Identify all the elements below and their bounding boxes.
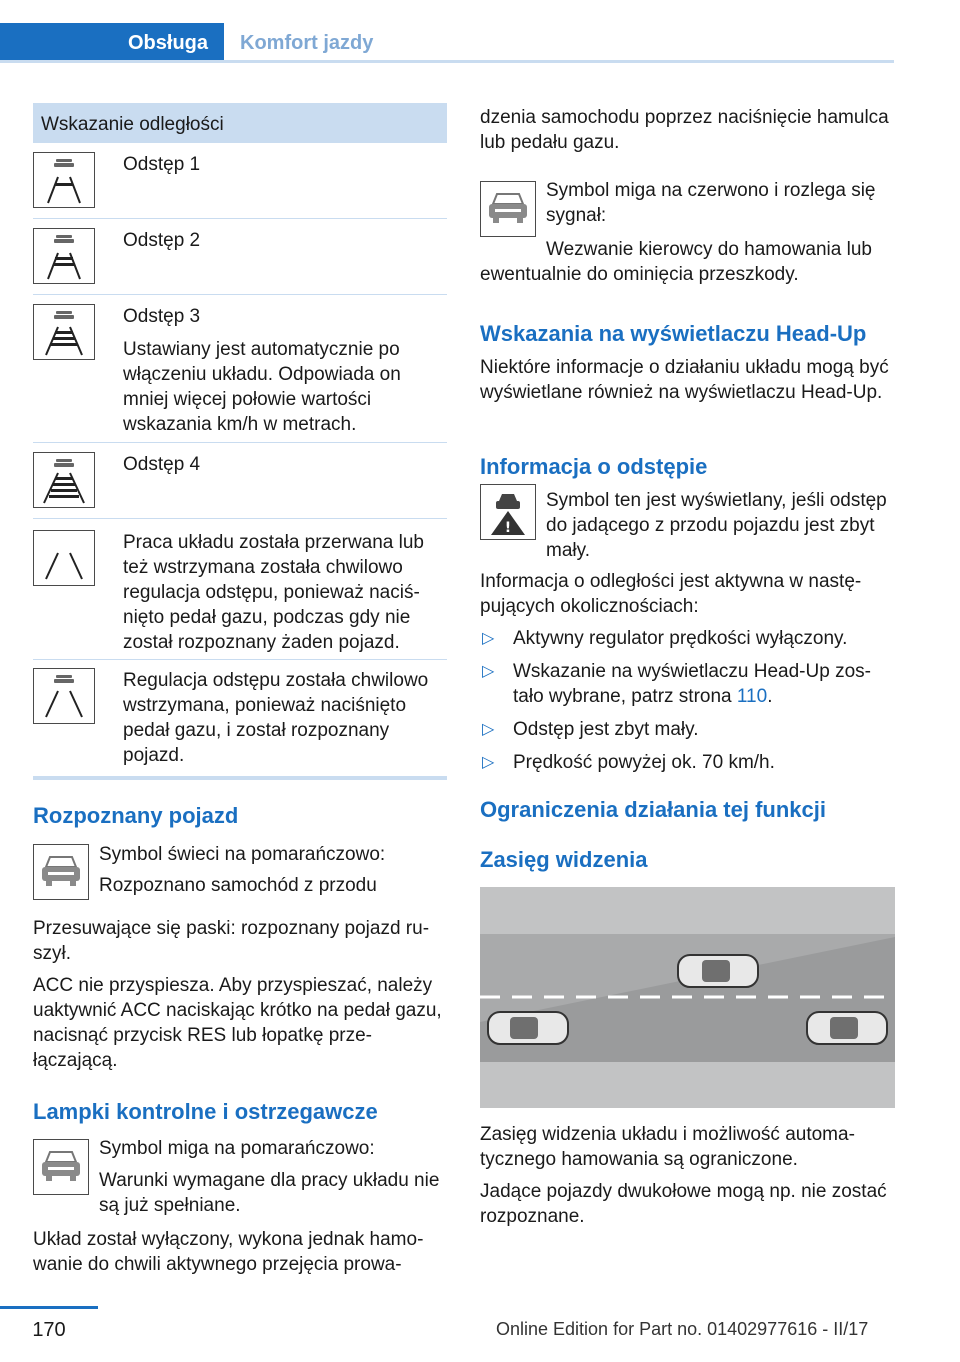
- heading-head-up: Wskazania na wyświetlaczu Head-Up: [480, 321, 867, 346]
- triangle-bullet-icon: ▷: [482, 721, 495, 738]
- list-item: ▷ Wskazanie na wyświetlaczu Head-Up zostało wybrane, patrz strona 110.: [482, 661, 871, 707]
- two-wheel-text: Jadące pojazdy dwukołowe mogą np. nie zostać rozpoznane.: [480, 1181, 887, 1227]
- distance-info-text: Symbol ten jest wyświetlany, jeśli odstęp do jadącego z przodu pojazdu jest zbyt mały.: [546, 490, 887, 561]
- heading-distance-info: Informacja o odstępie: [480, 454, 708, 479]
- head-up-text: Niektóre informacje o działaniu układu mogą być wyświetlane również na wyświetlaczu Head-Up.: [480, 357, 889, 403]
- table-end-rule: [33, 776, 447, 780]
- conditions-list: [480, 626, 894, 783]
- table-row: [33, 443, 447, 519]
- heading-warning-lamps: Lampki kontrolne i ostrzegawcze: [33, 1099, 378, 1124]
- triangle-bullet-icon: ▷: [482, 663, 495, 680]
- continued-text: dzenia samochodu poprzez naciśnięcie hamulca lub pedału gazu.: [480, 107, 889, 153]
- row-title: Regulacja odstępu została chwilowo wstrzymana, ponieważ naciśnięto pedał gazu, i został rozpoznany pojazd.: [123, 670, 429, 766]
- lane-interrupted-icon: [33, 530, 95, 586]
- heading-detected-vehicle: Rozpoznany pojazd: [33, 803, 239, 828]
- table-row: [33, 219, 447, 295]
- page-header: [0, 23, 894, 63]
- row-title: Praca układu została przerwana lub też wstrzymana została chwilowo regulacja odstępu, ponieważ naciśnięto pedał gazu, podczas gdy nie został rozpoznany żaden pojazd.: [123, 532, 425, 653]
- moving-bars-text: Przesuwające się paski: rozpoznany pojazd ruszył.: [33, 918, 430, 964]
- red-line-2: Wezwanie kierowcy do hamowania lub ewentualnie do ominięcia przeszkody.: [480, 239, 872, 285]
- car-warning-icon: [33, 1139, 89, 1195]
- active-conditions-text: Informacja o odległości jest aktywna w następujących okolicznościach:: [480, 571, 862, 617]
- distance-1-icon: [33, 152, 95, 208]
- list-item: ▷ Prędkość powyżej ok. 70 km/h.: [482, 752, 775, 773]
- own-car-icon: [488, 1012, 568, 1044]
- page-number: 170: [32, 1319, 66, 1341]
- car-front-icon: [33, 844, 89, 900]
- range-text: Zasięg widzenia układu i możliwość automatycznego hamowania są ograniczone.: [480, 1124, 855, 1170]
- row-title: Odstęp 3: [123, 306, 201, 327]
- page-link[interactable]: 110: [736, 686, 768, 707]
- table-row: [33, 295, 447, 443]
- row-title: Odstęp 1: [123, 154, 201, 175]
- car-side-icon: [807, 1012, 887, 1044]
- tab-komfort-jazdy[interactable]: Komfort jazdy: [240, 32, 374, 54]
- footer-rule: [0, 1306, 98, 1309]
- detected-line-2: Rozpoznano samochód z przodu: [99, 875, 377, 896]
- acc-text: ACC nie przyspiesza. Aby przyspieszać, należy uaktywnić ACC naciskając krótko na pedał gazu, nacisnąć przycisk RES lub łopatkę przełączającą.: [33, 975, 442, 1071]
- tab-obsluga[interactable]: Obsługa: [0, 23, 224, 63]
- list-item: ▷ Aktywny regulator prędkości wyłączony.: [482, 628, 848, 649]
- lane-vehicle-icon: [33, 668, 95, 724]
- car-red-warning-icon: [480, 181, 536, 237]
- table-row: [33, 660, 447, 776]
- distance-2-icon: [33, 228, 95, 284]
- table-heading: Wskazanie odległości: [33, 103, 447, 143]
- system-off-text: Układ został wyłączony, wykona jednak hamowanie do chwili aktywnego przejęcia prowa-: [33, 1229, 424, 1275]
- lamp-line-2: Warunki wymagane dla pracy układu nie są już spełniane.: [99, 1170, 440, 1216]
- distance-indicator-table: [33, 103, 447, 780]
- list-item: ▷ Odstęp jest zbyt mały.: [482, 719, 699, 740]
- car-front-center-icon: [678, 955, 758, 987]
- header-rule: [0, 60, 894, 63]
- distance-4-icon: [33, 452, 95, 508]
- heading-range: Zasięg widzenia: [480, 847, 648, 872]
- svg-text:!: !: [504, 520, 512, 536]
- edition-note: Online Edition for Part no. 01402977616 - II/17: [496, 1319, 869, 1339]
- triangle-bullet-icon: ▷: [482, 630, 495, 647]
- table-row: [33, 519, 447, 660]
- row-title: Odstęp 4: [123, 454, 201, 475]
- car-triangle-icon: [480, 484, 536, 540]
- sensor-range-illustration: [480, 887, 895, 1108]
- distance-3-icon: [33, 304, 95, 360]
- lamp-line-1: Symbol miga na pomarańczowo:: [99, 1138, 375, 1159]
- red-line-1: Symbol miga na czerwono i rozlega się sygnał:: [546, 180, 876, 226]
- heading-limits: Ograniczenia działania tej funkcji: [480, 797, 826, 822]
- table-row: [33, 143, 447, 219]
- detected-line-1: Symbol świeci na pomarańczowo:: [99, 844, 386, 865]
- row-title: Odstęp 2: [123, 230, 201, 251]
- triangle-bullet-icon: ▷: [482, 754, 495, 771]
- row-description: Ustawiany jest automatycznie po włączeniu układu. Odpowiada on mniej więcej połowie wartości wskazania km/h w metrach.: [123, 339, 401, 435]
